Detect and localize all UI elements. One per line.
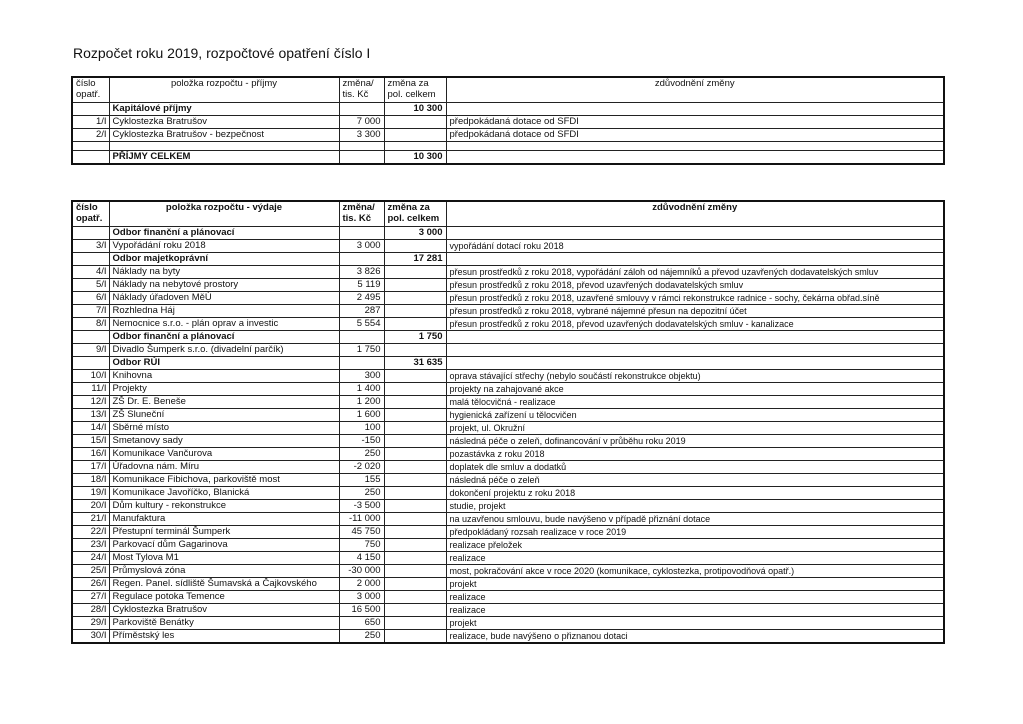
row-total	[384, 116, 446, 129]
row-change: 100	[339, 422, 384, 435]
row-total	[384, 513, 446, 526]
row-reason: projekt, ul. Okružní	[446, 422, 944, 435]
row-reason	[446, 142, 944, 151]
row-reason	[446, 331, 944, 344]
row-change: 1 200	[339, 396, 384, 409]
row-number: 18/I	[72, 474, 109, 487]
row-item: Regen. Panel. sídliště Šumavská a Čajkovského	[109, 578, 339, 591]
row-number: 29/I	[72, 617, 109, 630]
row-total: 31 635	[384, 357, 446, 370]
table-row	[72, 617, 944, 630]
row-item: Odbor RÚI	[109, 357, 339, 370]
row-change: 4 150	[339, 552, 384, 565]
row-number	[72, 253, 109, 266]
table-row	[72, 630, 944, 644]
row-total	[384, 344, 446, 357]
row-total	[384, 539, 446, 552]
row-total	[384, 552, 446, 565]
row-item: Průmyslová zóna	[109, 565, 339, 578]
row-number: 7/I	[72, 305, 109, 318]
table-row	[72, 240, 944, 253]
row-reason: přesun prostředků z roku 2018, převod uzavřených dodavatelských smluv - kanalizace	[446, 318, 944, 331]
table-row	[72, 435, 944, 448]
row-change: 250	[339, 630, 384, 644]
income-table	[71, 76, 945, 165]
row-number: 9/I	[72, 344, 109, 357]
table-row	[72, 539, 944, 552]
row-item: Knihovna	[109, 370, 339, 383]
row-number: 17/I	[72, 461, 109, 474]
row-reason: projekty na zahajované akce	[446, 383, 944, 396]
row-total	[384, 487, 446, 500]
section-row	[72, 103, 944, 116]
row-change: 155	[339, 474, 384, 487]
row-item: Vypořádání roku 2018	[109, 240, 339, 253]
row-total	[384, 591, 446, 604]
row-item: Dům kultury - rekonstrukce	[109, 500, 339, 513]
row-item: Cyklostezka Bratrušov	[109, 116, 339, 129]
row-item: Komunikace Vančurova	[109, 448, 339, 461]
row-item: Smetanovy sady	[109, 435, 339, 448]
row-change	[339, 331, 384, 344]
row-item: Most Tylova M1	[109, 552, 339, 565]
table-row	[72, 129, 944, 142]
table-row	[72, 461, 944, 474]
row-total: 3 000	[384, 227, 446, 240]
row-number: 11/I	[72, 383, 109, 396]
row-total: 10 300	[384, 151, 446, 165]
row-number: 2/I	[72, 129, 109, 142]
row-change: 16 500	[339, 604, 384, 617]
row-reason: realizace přeložek	[446, 539, 944, 552]
header-change: změna/ tis. Kč	[339, 201, 384, 227]
row-change: -30 000	[339, 565, 384, 578]
row-number: 3/I	[72, 240, 109, 253]
row-reason: realizace, bude navýšeno o přiznanou dotaci	[446, 630, 944, 644]
row-total	[384, 435, 446, 448]
row-item: Projekty	[109, 383, 339, 396]
row-number: 4/I	[72, 266, 109, 279]
section-row	[72, 227, 944, 240]
row-item: Regulace potoka Temence	[109, 591, 339, 604]
row-change	[339, 151, 384, 165]
section-row	[72, 253, 944, 266]
row-total: 1 750	[384, 331, 446, 344]
header-reason: zdůvodnění změny	[446, 201, 944, 227]
row-change	[339, 103, 384, 116]
row-total	[384, 383, 446, 396]
row-reason: dokončení projektu z roku 2018	[446, 487, 944, 500]
row-number: 16/I	[72, 448, 109, 461]
row-item: Nemocnice s.r.o. - plán oprav a investic	[109, 318, 339, 331]
row-total	[384, 292, 446, 305]
row-total	[384, 370, 446, 383]
row-total	[384, 461, 446, 474]
row-change: -3 500	[339, 500, 384, 513]
table-row	[72, 266, 944, 279]
row-total	[384, 129, 446, 142]
row-reason: na uzavřenou smlouvu, bude navýšeno v případě přiznání dotace	[446, 513, 944, 526]
row-total	[384, 448, 446, 461]
row-change: -150	[339, 435, 384, 448]
row-reason: projekt	[446, 617, 944, 630]
row-total	[384, 500, 446, 513]
row-total	[384, 565, 446, 578]
row-reason: předpokládaný rozsah realizace v roce 2019	[446, 526, 944, 539]
row-number	[72, 357, 109, 370]
row-total: 17 281	[384, 253, 446, 266]
row-reason: vypořádání dotací roku 2018	[446, 240, 944, 253]
row-change: 5 554	[339, 318, 384, 331]
row-change	[339, 253, 384, 266]
row-number: 25/I	[72, 565, 109, 578]
row-reason: malá tělocvičná - realizace	[446, 396, 944, 409]
row-reason: most, pokračování akce v roce 2020 (komunikace, cyklostezka, protipovodňová opatř.)	[446, 565, 944, 578]
row-reason: přesun prostředků z roku 2018, převod uzavřených dodavatelských smluv	[446, 279, 944, 292]
row-change: 45 750	[339, 526, 384, 539]
row-reason: předpokádaná dotace od SFDI	[446, 116, 944, 129]
section-row	[72, 331, 944, 344]
row-total	[384, 142, 446, 151]
row-total	[384, 409, 446, 422]
row-change: 1 400	[339, 383, 384, 396]
row-item: Parkovací dům Gagarinova	[109, 539, 339, 552]
income-header-row	[72, 77, 944, 103]
table-row	[72, 116, 944, 129]
row-reason: oprava stávající střechy (nebylo součástí rekonstrukce objektu)	[446, 370, 944, 383]
row-reason: předpokádaná dotace od SFDI	[446, 129, 944, 142]
row-number	[72, 227, 109, 240]
row-change: 3 300	[339, 129, 384, 142]
section-row	[72, 357, 944, 370]
row-item: Manufaktura	[109, 513, 339, 526]
table-row	[72, 448, 944, 461]
row-reason: realizace	[446, 591, 944, 604]
row-number: 27/I	[72, 591, 109, 604]
row-change: 300	[339, 370, 384, 383]
row-number: 24/I	[72, 552, 109, 565]
row-reason: realizace	[446, 604, 944, 617]
row-total	[384, 578, 446, 591]
row-number: 30/I	[72, 630, 109, 644]
row-reason: pozastávka z roku 2018	[446, 448, 944, 461]
row-total	[384, 279, 446, 292]
row-number: 13/I	[72, 409, 109, 422]
table-row	[72, 292, 944, 305]
row-reason	[446, 253, 944, 266]
row-total	[384, 318, 446, 331]
header-item: položka rozpočtu - příjmy	[109, 77, 339, 103]
table-row	[72, 344, 944, 357]
header-num: číslo opatř.	[72, 201, 109, 227]
row-reason	[446, 151, 944, 165]
row-reason: následná péče o zeleň	[446, 474, 944, 487]
row-change: 3 000	[339, 591, 384, 604]
row-item	[109, 142, 339, 151]
row-number: 23/I	[72, 539, 109, 552]
expense-table	[71, 200, 945, 644]
table-row	[72, 396, 944, 409]
row-number: 28/I	[72, 604, 109, 617]
row-change: 250	[339, 448, 384, 461]
row-item: ZŠ Sluneční	[109, 409, 339, 422]
table-row	[72, 513, 944, 526]
row-number: 21/I	[72, 513, 109, 526]
row-reason: následná péče o zeleň, dofinancování v průběhu roku 2019	[446, 435, 944, 448]
row-change: 750	[339, 539, 384, 552]
row-number: 5/I	[72, 279, 109, 292]
table-row	[72, 383, 944, 396]
row-change: 5 119	[339, 279, 384, 292]
row-change: 287	[339, 305, 384, 318]
row-change	[339, 357, 384, 370]
row-number: 10/I	[72, 370, 109, 383]
row-item: Parkoviště Benátky	[109, 617, 339, 630]
row-reason: projekt	[446, 578, 944, 591]
row-reason: přesun prostředků z roku 2018, vypořádání záloh od nájemníků a převod uzavřených dodavatelských smluv	[446, 266, 944, 279]
table-row	[72, 552, 944, 565]
row-total	[384, 474, 446, 487]
row-change: 3 826	[339, 266, 384, 279]
row-item: Odbor finanční a plánovací	[109, 331, 339, 344]
row-change: -2 020	[339, 461, 384, 474]
row-total	[384, 604, 446, 617]
table-row	[72, 318, 944, 331]
row-total	[384, 266, 446, 279]
row-number: 26/I	[72, 578, 109, 591]
row-number: 1/I	[72, 116, 109, 129]
table-row	[72, 305, 944, 318]
row-number: 19/I	[72, 487, 109, 500]
row-reason: studie, projekt	[446, 500, 944, 513]
row-item: Náklady na nebytové prostory	[109, 279, 339, 292]
header-total: změna za pol. celkem	[384, 201, 446, 227]
row-reason: doplatek dle smluv a dodatků	[446, 461, 944, 474]
row-number: 22/I	[72, 526, 109, 539]
row-number	[72, 331, 109, 344]
row-item: PŘÍJMY CELKEM	[109, 151, 339, 165]
row-item: Náklady na byty	[109, 266, 339, 279]
row-item: Kapitálové příjmy	[109, 103, 339, 116]
row-item: Cyklostezka Bratrušov - bezpečnost	[109, 129, 339, 142]
table-row	[72, 591, 944, 604]
row-change: 2 000	[339, 578, 384, 591]
row-number: 20/I	[72, 500, 109, 513]
row-item: Příměstský les	[109, 630, 339, 644]
row-reason	[446, 227, 944, 240]
row-item: Komunikace Fibichova, parkoviště most	[109, 474, 339, 487]
table-row	[72, 409, 944, 422]
row-number: 6/I	[72, 292, 109, 305]
row-item: Odbor majetkoprávní	[109, 253, 339, 266]
row-change	[339, 142, 384, 151]
row-number: 14/I	[72, 422, 109, 435]
row-item: Náklady úřadoven MěÚ	[109, 292, 339, 305]
row-total: 10 300	[384, 103, 446, 116]
header-total: změna za pol. celkem	[384, 77, 446, 103]
row-number	[72, 103, 109, 116]
row-total	[384, 305, 446, 318]
row-change: 3 000	[339, 240, 384, 253]
header-change: změna/ tis. Kč	[339, 77, 384, 103]
header-reason: zdůvodnění změny	[446, 77, 944, 103]
table-row	[72, 565, 944, 578]
row-reason: přesun prostředků z roku 2018, uzavřené smlouvy v rámci rekonstrukce radnice - sochy, čekárna obřad.síně	[446, 292, 944, 305]
row-item: Přestupní terminál Šumperk	[109, 526, 339, 539]
row-change: 650	[339, 617, 384, 630]
table-row	[72, 487, 944, 500]
table-row	[72, 474, 944, 487]
table-row	[72, 500, 944, 513]
row-item: Cyklostezka Bratrušov	[109, 604, 339, 617]
row-number: 8/I	[72, 318, 109, 331]
row-number	[72, 151, 109, 165]
page-title: Rozpočet roku 2019, rozpočtové opatření číslo I	[73, 45, 371, 61]
row-item: Rozhledna Háj	[109, 305, 339, 318]
row-change: 2 495	[339, 292, 384, 305]
row-item: Divadlo Šumperk s.r.o. (divadelní parčík)	[109, 344, 339, 357]
row-reason: přesun prostředků z roku 2018, vybrané nájemné přesun na depozitní účet	[446, 305, 944, 318]
row-change: -11 000	[339, 513, 384, 526]
row-reason: realizace	[446, 552, 944, 565]
row-item: Odbor finanční a plánovací	[109, 227, 339, 240]
row-item: Úřadovna nám. Míru	[109, 461, 339, 474]
header-item: položka rozpočtu - výdaje	[109, 201, 339, 227]
row-reason: hygienická zařízení u tělocvičen	[446, 409, 944, 422]
row-reason	[446, 103, 944, 116]
row-item: Komunikace Javoříčko, Blanická	[109, 487, 339, 500]
row-total	[384, 240, 446, 253]
table-row	[72, 578, 944, 591]
row-change: 1 750	[339, 344, 384, 357]
table-row	[72, 279, 944, 292]
row-change: 1 600	[339, 409, 384, 422]
row-number: 15/I	[72, 435, 109, 448]
header-num: číslo opatř.	[72, 77, 109, 103]
row-change: 7 000	[339, 116, 384, 129]
row-total	[384, 422, 446, 435]
row-number	[72, 142, 109, 151]
expense-header-row	[72, 201, 944, 227]
table-row	[72, 370, 944, 383]
row-total	[384, 617, 446, 630]
table-row	[72, 142, 944, 151]
row-number: 12/I	[72, 396, 109, 409]
row-item: ZŠ Dr. E. Beneše	[109, 396, 339, 409]
row-reason	[446, 357, 944, 370]
table-row	[72, 422, 944, 435]
row-change	[339, 227, 384, 240]
row-item: Sběrné místo	[109, 422, 339, 435]
section-row	[72, 151, 944, 165]
row-total	[384, 526, 446, 539]
table-row	[72, 604, 944, 617]
table-row	[72, 526, 944, 539]
row-total	[384, 630, 446, 644]
row-change: 250	[339, 487, 384, 500]
row-total	[384, 396, 446, 409]
row-reason	[446, 344, 944, 357]
